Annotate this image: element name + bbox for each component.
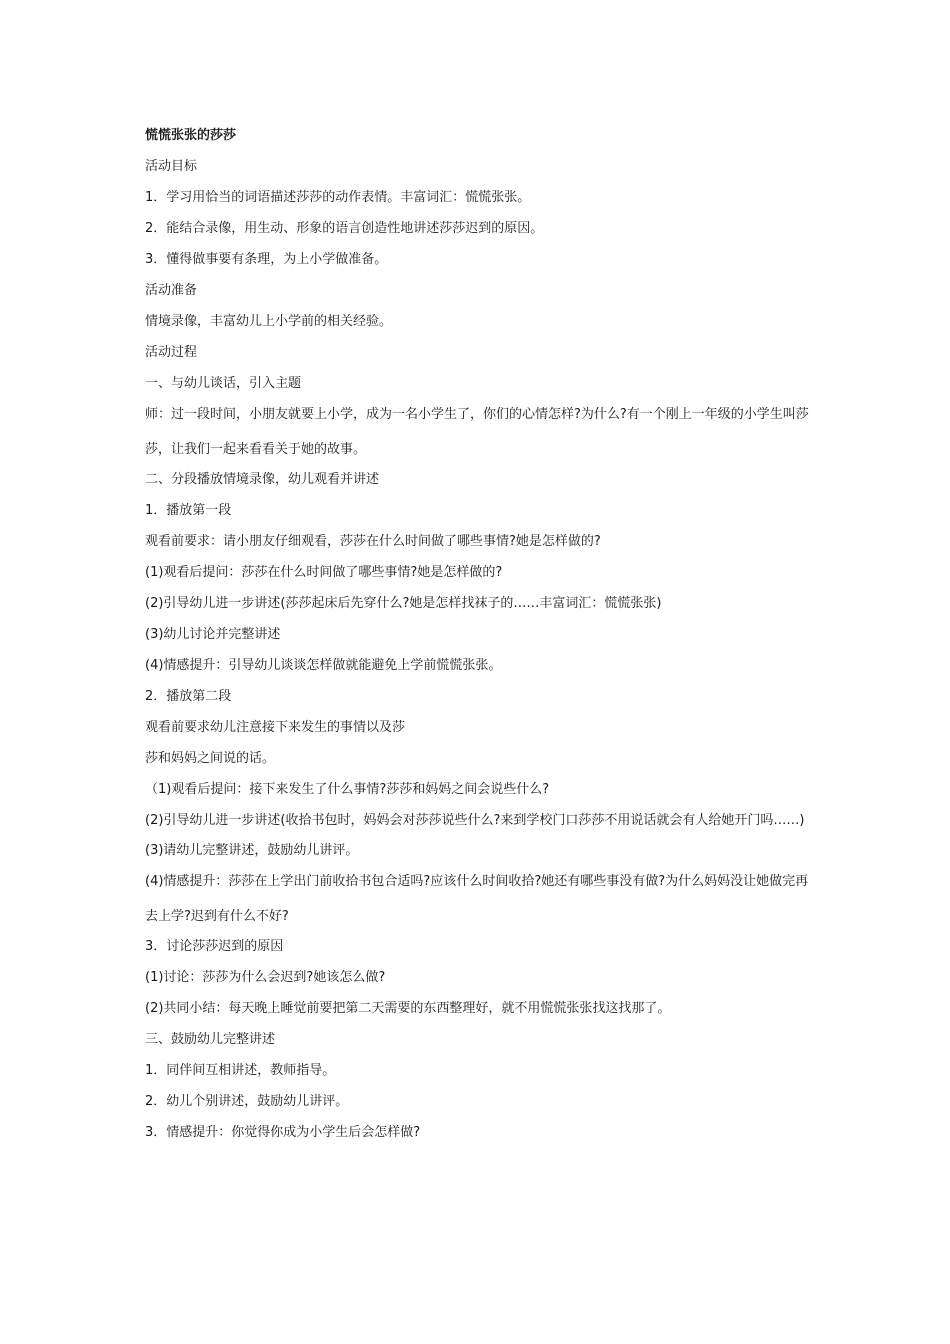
segment-item: (1)讨论：莎莎为什么会迟到?她该怎么做? — [145, 970, 386, 985]
segment-text: 莎和妈妈之间说的话。 — [145, 751, 276, 766]
segment-item: （1)观看后提问：接下来发生了什么事情?莎莎和妈妈之间会说些什么? — [145, 782, 550, 797]
segment-item: (3)请幼儿完整讲述，鼓励幼儿讲评。 — [145, 843, 359, 858]
document-body — [145, 126, 815, 1154]
final-item: 1．同伴间互相讲述，教师指导。 — [145, 1063, 336, 1078]
segment-heading: 2．播放第二段 — [145, 689, 232, 704]
segment-item: (1)观看后提问：莎莎在什么时间做了哪些事情?她是怎样做的? — [145, 565, 503, 580]
goal-item: 3．懂得做事要有条理，为上小学做准备。 — [145, 252, 388, 267]
goals-heading: 活动目标 — [145, 159, 198, 174]
segment-heading: 1．播放第一段 — [145, 503, 232, 518]
goal-item: 2．能结合录像，用生动、形象的语言创造性地讲述莎莎迟到的原因。 — [145, 221, 544, 236]
final-item: 2．幼儿个别讲述，鼓励幼儿讲评。 — [145, 1094, 349, 1109]
segment-text: 观看前要求：请小朋友仔细观看，莎莎在什么时间做了哪些事情?她是怎样做的? — [145, 534, 601, 549]
process-heading: 活动过程 — [145, 345, 198, 360]
goal-item: 1．学习用恰当的词语描述莎莎的动作表情。丰富词汇：慌慌张张。 — [145, 190, 531, 205]
segment-item: (3)幼儿讨论并完整讲述 — [145, 627, 281, 642]
segment-item: (2)引导幼儿进一步讲述(莎莎起床后先穿什么?她是怎样找袜子的……丰富词汇：慌慌张张) — [145, 596, 662, 611]
segment-item: (2)引导幼儿进一步讲述(收拾书包时，妈妈会对莎莎说些什么?来到学校门口莎莎不用说话就会有人给她开门吗……) — [145, 813, 805, 828]
prep-heading: 活动准备 — [145, 283, 198, 298]
section-heading: 一、与幼儿谈话，引入主题 — [145, 376, 302, 391]
segment-item: (4)情感提升：莎莎在上学出门前收拾书包合适吗?应该什么时间收拾?她还有哪些事没有做?为什么妈妈没让她做完再去上学?迟到有什么不好? — [145, 874, 809, 924]
segment-item: (2)共同小结：每天晚上睡觉前要把第二天需要的东西整理好，就不用慌慌张张找这找那了。 — [145, 1001, 671, 1016]
section-heading: 二、分段播放情境录像，幼儿观看并讲述 — [145, 472, 380, 487]
intro-paragraph: 师：过一段时间，小朋友就要上小学，成为一名小学生了，你们的心情怎样?为什么?有一个刚上一年级的小学生叫莎莎，让我们一起来看看关于她的故事。 — [145, 407, 809, 457]
segment-text: 观看前要求幼儿注意接下来发生的事情以及莎 — [145, 720, 406, 735]
prep-text: 情境录像，丰富幼儿上小学前的相关经验。 — [145, 314, 393, 329]
final-item: 3．情感提升：你觉得你成为小学生后会怎样做? — [145, 1125, 421, 1140]
segment-heading: 3．讨论莎莎迟到的原因 — [145, 939, 284, 954]
document-title: 慌慌张张的莎莎 — [145, 128, 237, 143]
section-heading: 三、鼓励幼儿完整讲述 — [145, 1032, 276, 1047]
segment-item: (4)情感提升：引导幼儿谈谈怎样做就能避免上学前慌慌张张。 — [145, 658, 502, 673]
